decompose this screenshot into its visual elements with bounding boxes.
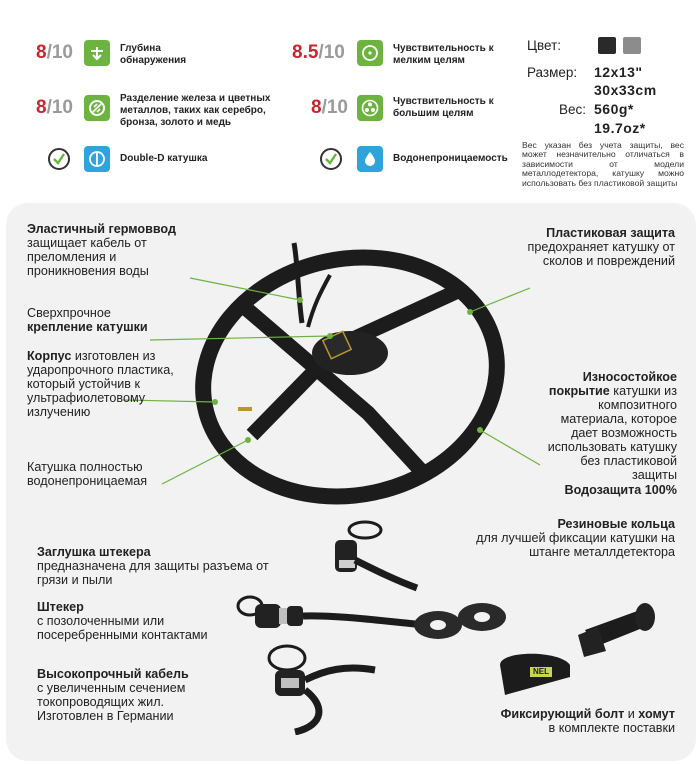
double-d-label: Double-D катушка xyxy=(120,153,208,164)
weight-label: Вес: xyxy=(559,102,587,117)
elastic-gland-callout: Эластичный гермоввод защищает кабель от преломления и проникновения воды xyxy=(27,222,176,278)
depth-score: 8/10 xyxy=(36,42,73,63)
small-targets-label: Чувствительность к мелким целям xyxy=(393,43,494,66)
discrimination-label: Разделение железа и цветных металлов, таких как серебро, бронза, золото и медь xyxy=(120,93,271,128)
weight-value-grams: 560g* xyxy=(594,101,634,117)
mount-callout: Сверхпрочное крепление катушки xyxy=(27,306,148,334)
weight-value-oz: 19.7oz* xyxy=(594,120,646,136)
size-value-inches: 12x13" xyxy=(594,64,643,80)
plug-cap-callout: Заглушка штекера предназначена для защиты разъема от грязи и пыли xyxy=(37,545,269,587)
rings-bolt-image xyxy=(410,595,670,705)
weight-note: Вес указан без учета защиты, вес может незначительно отличаться в зависимости от модели металлодетектора, катушку можно использовать без пластиковой защиты xyxy=(522,140,684,188)
large-targets-score: 8/10 xyxy=(311,97,348,118)
body-callout: Корпус изготовлен из ударопрочного пластика, который устойчив к ультрафиолетовому излучению xyxy=(27,349,174,419)
waterproof-100-callout: Водозащита 100% xyxy=(564,483,677,497)
plastic-guard-callout: Пластиковая защита предохраняет катушку от сколов и повреждений xyxy=(527,226,675,268)
depth-label: Глубина обнаружения xyxy=(120,43,187,66)
size-label: Размер: xyxy=(527,65,578,80)
strap-brand-label: NEL xyxy=(533,667,549,676)
discrimination-score: 8/10 xyxy=(36,97,73,118)
color-label: Цвет: xyxy=(527,38,562,53)
rubber-rings-callout: Резиновые кольца для лучшей фиксации катушки на штанге металлдетектора xyxy=(476,517,675,559)
large-targets-label: Чувствительность к большим целям xyxy=(393,96,494,119)
fully-waterproof-callout: Катушка полностью водонепроницаемая xyxy=(27,460,148,488)
connectors-image xyxy=(225,520,425,735)
wear-coating-callout: Износостойкое покрытие катушки из композитного материала, которое дает возможность использовать катушку без пластиковой защиты xyxy=(547,370,677,482)
cable-callout: Высокопрочный кабель с увеличенным сечением токопроводящих жил. Изготовлен в Германии xyxy=(37,667,189,723)
plug-callout: Штекер с позолоченными или посеребренными контактами xyxy=(37,600,208,642)
waterproof-label: Водонепроницаемость xyxy=(393,153,508,164)
bolt-strap-callout: Фиксирующий болт и хомут в комплекте поставки xyxy=(500,707,675,735)
small-targets-score: 8.5/10 xyxy=(292,42,345,63)
size-value-cm: 30x33cm xyxy=(594,82,657,98)
